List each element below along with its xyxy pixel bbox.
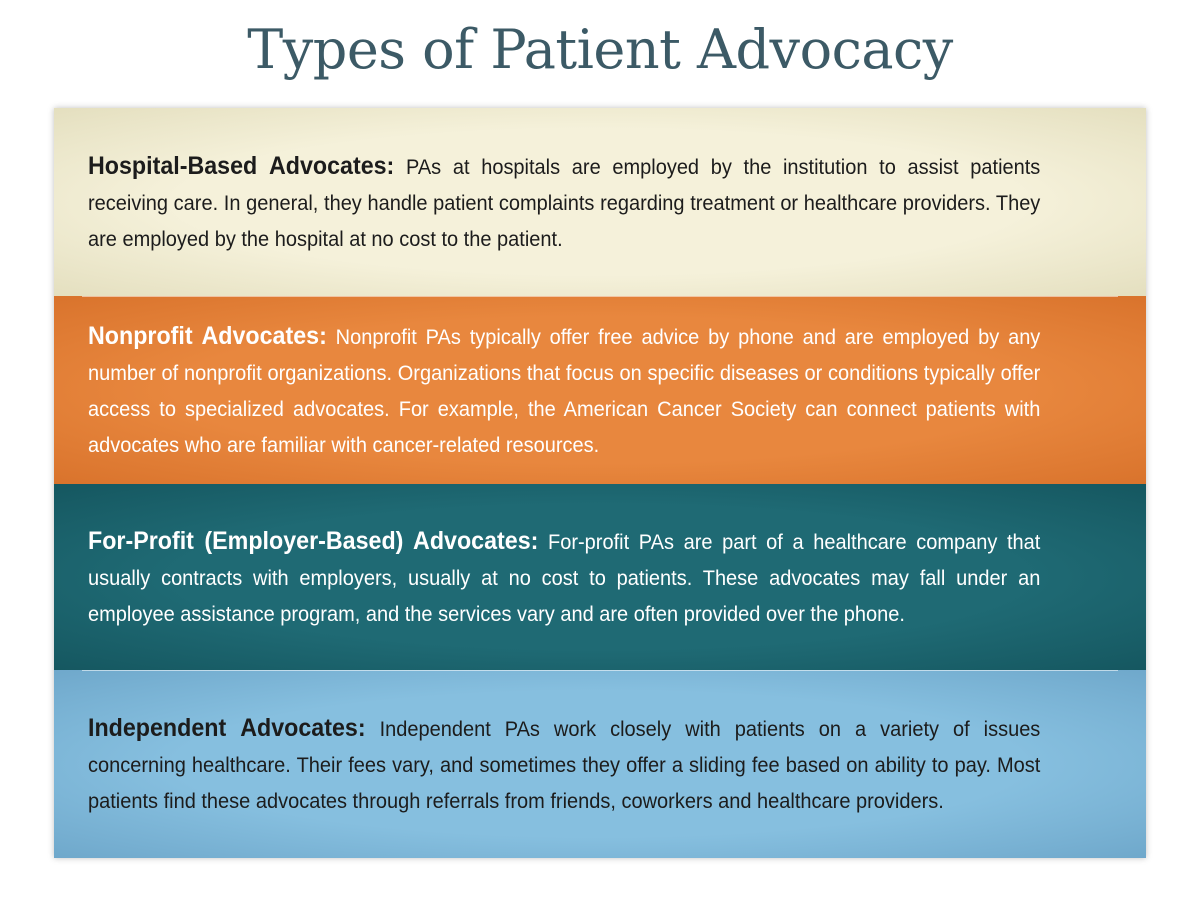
section-text — [88, 148, 1040, 257]
section-body: For-profit PAs are part of a healthcare company that usually contracts with employers, usually at no cost to patients. These advocates may fall under an employee assistance program, and the services vary and are often provided over the phone. — [88, 529, 1041, 626]
section-divider — [82, 670, 1118, 671]
section-heading: Independent Advocates: — [88, 713, 366, 742]
section-heading: Nonprofit Advocates: — [88, 321, 327, 350]
section-for-profit — [54, 484, 1146, 670]
advocacy-types-panel — [54, 108, 1146, 858]
section-body: PAs at hospitals are employed by the institution to assist patients receiving care. In general, they handle patient complaints regarding treatment or healthcare providers. They are employed by the hospital at no cost to the patient. — [88, 154, 1041, 251]
page-title: Types of Patient Advocacy — [247, 18, 953, 81]
section-nonprofit — [54, 296, 1146, 484]
section-heading: For-Profit (Employer-Based) Advocates: — [88, 526, 539, 555]
section-heading: Hospital-Based Advocates: — [88, 151, 395, 180]
section-text — [88, 318, 1040, 463]
section-body: Independent PAs work closely with patients on a variety of issues concerning healthcare. Their fees vary, and sometimes they offer a sliding fee based on ability to pay. Most patients find these advocates through referrals from friends, coworkers and healthcare providers. — [88, 716, 1041, 813]
section-text — [88, 710, 1040, 819]
section-text — [88, 523, 1040, 632]
section-divider — [82, 296, 1118, 297]
section-hospital-based — [54, 108, 1146, 296]
section-body: Nonprofit PAs typically offer free advice by phone and are employed by any number of nonprofit organizations. Organizations that focus on specific diseases or conditions typically offer access to specialized advocates. For example, the American Cancer Society can connect patients with advocates who are familiar with cancer-related resources. — [88, 324, 1041, 457]
section-independent — [54, 670, 1146, 858]
